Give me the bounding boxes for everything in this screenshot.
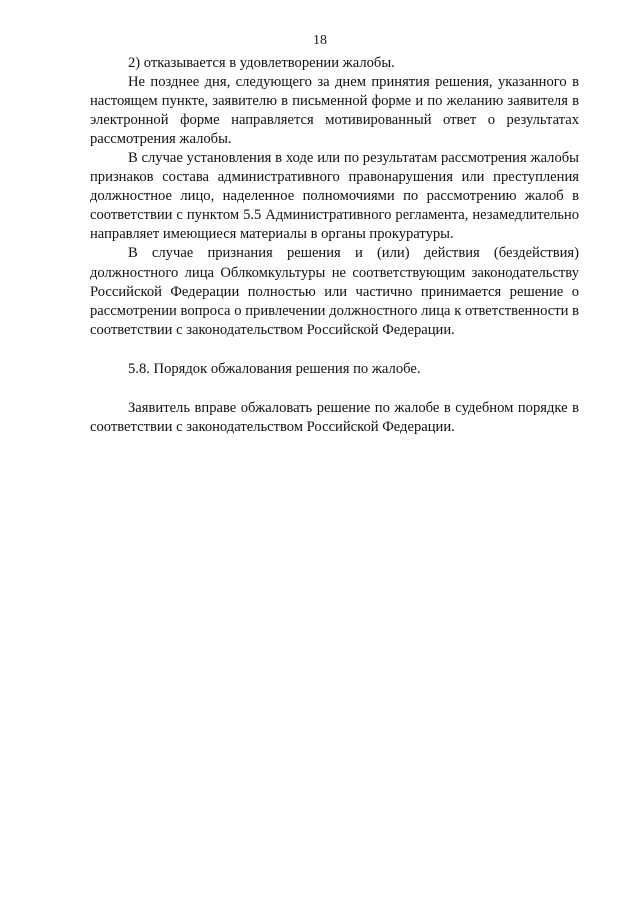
page-number: 18 bbox=[313, 33, 327, 48]
paragraph-refusal-item: 2) отказывается в удовлетворении жалобы. bbox=[128, 55, 395, 71]
paragraph-non-compliance: В случае признания решения и (или) действия (бездействия) должностного лица Облкомкультуры не соответствующим законодательству Российской Федерации полностью или частично принимается решение о рассмотрении вопроса о привлечении должностного лица к ответственности в соответствии с законодательством Российской Федерации. bbox=[90, 245, 579, 338]
paragraph-response-deadline: Не позднее дня, следующего за днем принятия решения, указанного в настоящем пункте, заявителю в письменной форме и по желанию заявителя в электронной форме направляется мотивированный ответ о результатах рассмотрения жалобы. bbox=[90, 74, 579, 148]
paragraph-court-appeal: Заявитель вправе обжаловать решение по жалобе в судебном порядке в соответствии с законодательством Российской Федерации. bbox=[90, 399, 579, 435]
section-heading-5-8: 5.8. Порядок обжалования решения по жалобе. bbox=[128, 360, 421, 377]
document-body bbox=[90, 54, 579, 437]
paragraph-violation-found: В случае установления в ходе или по результатам рассмотрения жалобы признаков состава административного правонарушения или преступления должностное лицо, наделенное полномочиями по рассмотрению жалоб в соответствии с пунктом 5.5 Административного регламента, незамедлительно направляет имеющиеся материалы в органы прокуратуры. bbox=[90, 150, 579, 243]
